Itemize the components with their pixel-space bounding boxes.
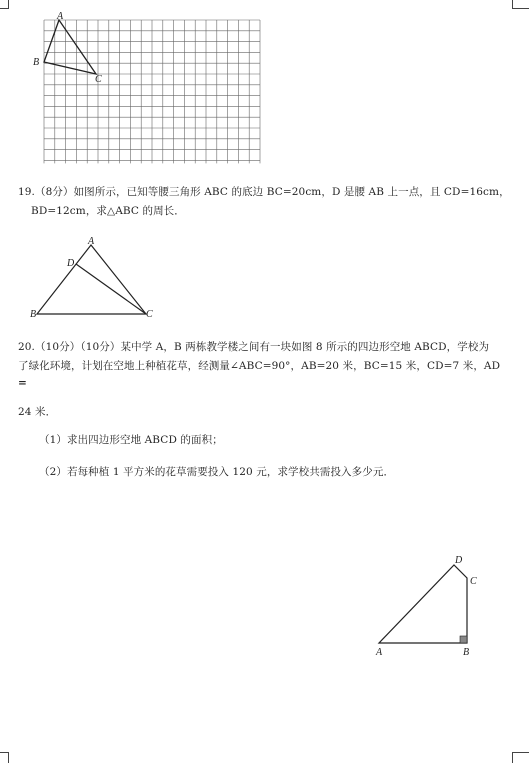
grid-triangle-figure bbox=[0, 0, 529, 170]
q19-label-b: B bbox=[30, 309, 37, 320]
q19-label-c: C bbox=[146, 309, 153, 320]
q20-line-4: 24 米． bbox=[18, 406, 57, 418]
triangle-abc-grid bbox=[44, 20, 96, 74]
q20-quadrilateral-figure bbox=[0, 550, 529, 660]
grid-label-a: A bbox=[57, 11, 64, 22]
crop-mark-bottom-right-h bbox=[512, 752, 529, 753]
q20-part-2: （2）若每种植 1 平方米的花草需要投入 120 元，求学校共需投入多少元． bbox=[39, 466, 395, 478]
grid-label-b: B bbox=[33, 57, 40, 68]
q20-line-3: = bbox=[18, 377, 27, 389]
q20-label-b: B bbox=[463, 647, 470, 658]
q20-label-d: D bbox=[455, 555, 463, 566]
right-angle-mark bbox=[460, 636, 467, 643]
crop-mark-bottom-left-h bbox=[0, 752, 9, 753]
crop-mark-bottom-left bbox=[8, 752, 9, 763]
q19-label-d: D bbox=[67, 258, 75, 269]
quadrilateral-abcd bbox=[379, 565, 467, 643]
q20-line-2: 了绿化环境，计划在空地上种植花草，经测量∠ABC=90°，AB=20 米，BC=15 米，CD=7 米，AD bbox=[18, 360, 501, 372]
crop-mark-bottom-right bbox=[512, 752, 513, 763]
q19-line-2: BD=12cm，求△ABC 的周长． bbox=[31, 205, 185, 217]
q20-part-1: （1）求出四边形空地 ABCD 的面积； bbox=[39, 434, 223, 446]
grid-label-c: C bbox=[95, 74, 102, 85]
grid-lines bbox=[44, 20, 260, 163]
q20-line-1: 20.（10分）（10分）某中学 A，B 两栋教学楼之间有一块如图 8 所示的四边形空地 ABCD，学校为 bbox=[18, 341, 490, 353]
q20-label-a: A bbox=[376, 647, 383, 658]
q19-line-1: 19.（8分）如图所示，已知等腰三角形 ABC 的底边 BC=20cm，D 是腰 AB 上一点，且 CD=16cm， bbox=[18, 186, 510, 198]
segment-cd bbox=[76, 264, 146, 314]
q19-triangle-figure bbox=[0, 228, 529, 328]
triangle-abc bbox=[37, 245, 146, 314]
q20-label-c: C bbox=[470, 576, 477, 587]
q19-label-a: A bbox=[88, 236, 95, 247]
